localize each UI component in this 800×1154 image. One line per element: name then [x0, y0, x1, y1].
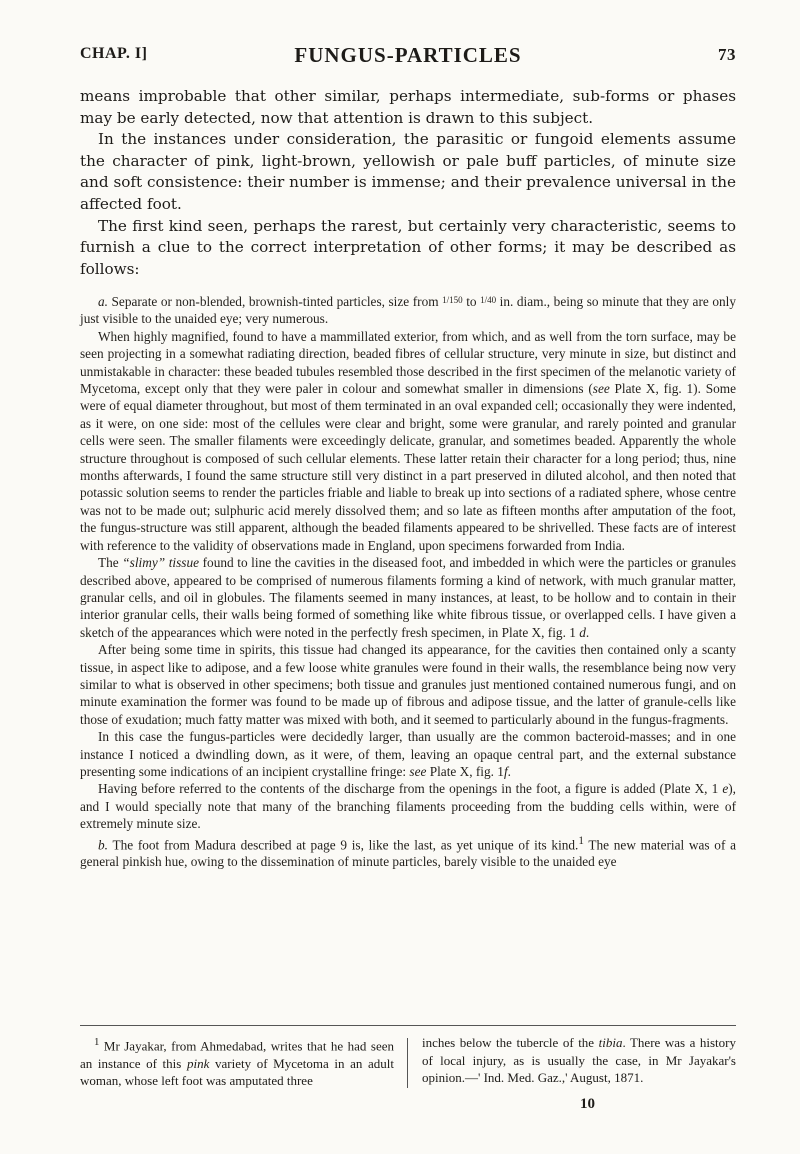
p2-part-a: When highly magnified, found to have a mammillated exterior, from which, and as well from the torn surface, may be seen projecting in a somewhat radiating direction, beaded fibres of cellular structure, very minute in size, but distinct and unmistakable in character: these beaded tubules resembled those described in the first specimen of the melanotic variety of Mycetoma, except only that they were paler in colour and somewhat smaller in dimensions (	[80, 328, 736, 397]
section-b-paragraph	[80, 833, 736, 871]
footnote-left-column	[80, 1034, 394, 1090]
section-a-lead: Separate or non-blended, brownish-tinted particles, size from	[107, 294, 443, 309]
footnote-right-a: inches below the tubercle of the	[422, 1035, 599, 1050]
footnote-rule	[80, 1025, 736, 1026]
section-a-mid: to	[462, 294, 481, 309]
section-a-paragraph-3	[80, 554, 736, 641]
section-a-paragraph-2	[80, 328, 736, 554]
section-a-label: a.	[98, 294, 108, 309]
p5-part-e: .	[507, 763, 511, 779]
page-number-top: 73	[718, 45, 736, 64]
observations-text	[80, 292, 736, 871]
intro-paragraph-3: The first kind seen, perhaps the rarest, but certainly very characteristic, seems to furnish a clue to the correct interpretation of other forms; it may be described as follows:	[80, 216, 736, 278]
footnote-marker: 1	[94, 1036, 100, 1048]
section-a-paragraph-6	[80, 780, 736, 832]
footnote-left-a: Mr Jayakar, from Ahmedabad, writes that he had seen an instance of this	[80, 1038, 394, 1071]
section-b-rest: The new material was of a general pinkish hue, owing to the dissemination of minute particles, barely visible to the unaided eye	[80, 837, 736, 870]
p6-fig-e: e	[722, 781, 729, 797]
p5-see: see	[409, 763, 427, 779]
p6-part-c: ), and I would specially note that many of the branching filaments proceeding from the budding cells within, were of extremely minute size.	[80, 781, 736, 832]
section-b-text: The foot from Madura described at page 9 is, like the last, as yet unique of its kind.	[107, 837, 579, 853]
section-a-paragraph-4: After being some time in spirits, this tissue had changed its appearance, for the cavities then contained only a scanty tissue, in aspect like to adipose, and a few loose white granules were found in their walls, the resemblance being now very similar to what is observed in other specimens; both tissue and granules just mentioned contained numerous fungi, and on minute examination the former was found to be made up of fibrous and adipose tissue, and the latter of granule-cells like those of exudation; much fatty matter was mixed with both, and it seemed to particularly abound in the fungus-fragments.	[80, 642, 736, 727]
intro-paragraph-2: In the instances under consideration, the parasitic or fungoid elements assume the character of pink, light-brown, yellowish or pale buff particles, of minute size and soft consistence: their number is immense; and their prevalence universal in the affected foot.	[80, 130, 736, 213]
footnote-right-c: . There was a history of local injury, as is usually the case, in Mr Jayakar's opinion.—' Ind. Med. Gaz.,' August, 1871.	[422, 1035, 736, 1085]
intro-text	[80, 86, 736, 280]
section-a-paragraph-5	[80, 728, 736, 780]
chapter-label: CHAP. I]	[80, 45, 148, 62]
signature-mark: 10	[580, 1096, 595, 1112]
section-a-rest: in. diam., being so minute that they are only just visible to the unaided eye; very numerous.	[80, 294, 736, 327]
footnote-tibia: tibia	[598, 1035, 623, 1050]
section-b-label: b.	[98, 837, 108, 853]
footnote-ref: 1	[578, 834, 584, 847]
p3-part-c: found to line the cavities in the diseased foot, and imbedded in which were the particles or granules described above, appeared to be comprised of numerous filaments forming a kind of network, with much granular matter, granular cells, and oil in globules. The filaments seemed in many instances, at least, to be hollow and to contain in their interior granular cells, their walls being formed of something like white fibrous tissue, or overlapped cells. I have given a sketch of the appearances which were noted in the perfectly fresh specimen, in Plate X, fig. 1	[80, 555, 736, 640]
p3-part-e: .	[585, 624, 590, 640]
intro-paragraph-1: means improbable that other similar, perhaps intermediate, sub-forms or phases may be early detected, now that attention is drawn to this subject.	[80, 87, 736, 127]
running-header	[80, 45, 736, 67]
p5-fig-f: f	[503, 763, 508, 779]
p3-fig-d: d	[579, 624, 586, 640]
footnote-right-column	[422, 1034, 736, 1087]
p3-part-a: The	[98, 555, 123, 571]
fraction-min: 1/150	[442, 295, 463, 305]
p6-part-a: Having before referred to the contents of the discharge from the openings in the foot, a figure is added (Plate X, 1	[98, 781, 723, 797]
p2-see: see	[592, 381, 610, 397]
footnote-left-c: variety of Mycetoma in an adult woman, whose left foot was amputated three	[80, 1055, 394, 1089]
footnote-pink: pink	[186, 1055, 210, 1071]
p5-part-a: In this case the fungus-particles were decidedly larger, than usually are the common bacteroid-masses; and in one instance I noticed a dwindling down, as it were, of them, leaving an opaque central part, and the external substance presenting some indications of an incipient crystalline fringe:	[80, 729, 736, 779]
running-title: FUNGUS-PARTICLES	[294, 43, 522, 67]
fraction-max: 1/40	[480, 295, 497, 305]
p5-part-c: Plate X, fig. 1	[426, 763, 504, 779]
section-a-paragraph-1	[80, 292, 736, 328]
footnote-column-divider	[407, 1038, 408, 1088]
p3-slimy-tissue: “slimy” tissue	[122, 555, 200, 571]
p2-part-c: Plate X, fig. 1). Some were of equal diameter throughout, but most of them terminated in an oval expanded cell; occasionally they were indented, as it were, on one side: most of the cellules were clear and bright, some were granular, and rarely pointed and granular cells were seen. The smaller filaments were exceedingly delicate, granular, and sometimes beaded. Apparently the whole structure throughout is composed of such cellular elements. These latter retain their character for a long period; thus, nine months afterwards, I found the same structure still very distinct in a part preserved in diluted alcohol, and then noted that potassic solution seems to render the particles friable and liable to break up into sections of a radiated sphere, whose centre was not to be made out; sulphuric acid merely dissolved them; and so late as fifteen months after amputation of the foot, the fungus-structure was still apparent, although the beaded filaments appeared to be shrivelled. These facts are of interest with reference to the validity of observations made in England, upon specimens forwarded from India.	[80, 381, 737, 553]
